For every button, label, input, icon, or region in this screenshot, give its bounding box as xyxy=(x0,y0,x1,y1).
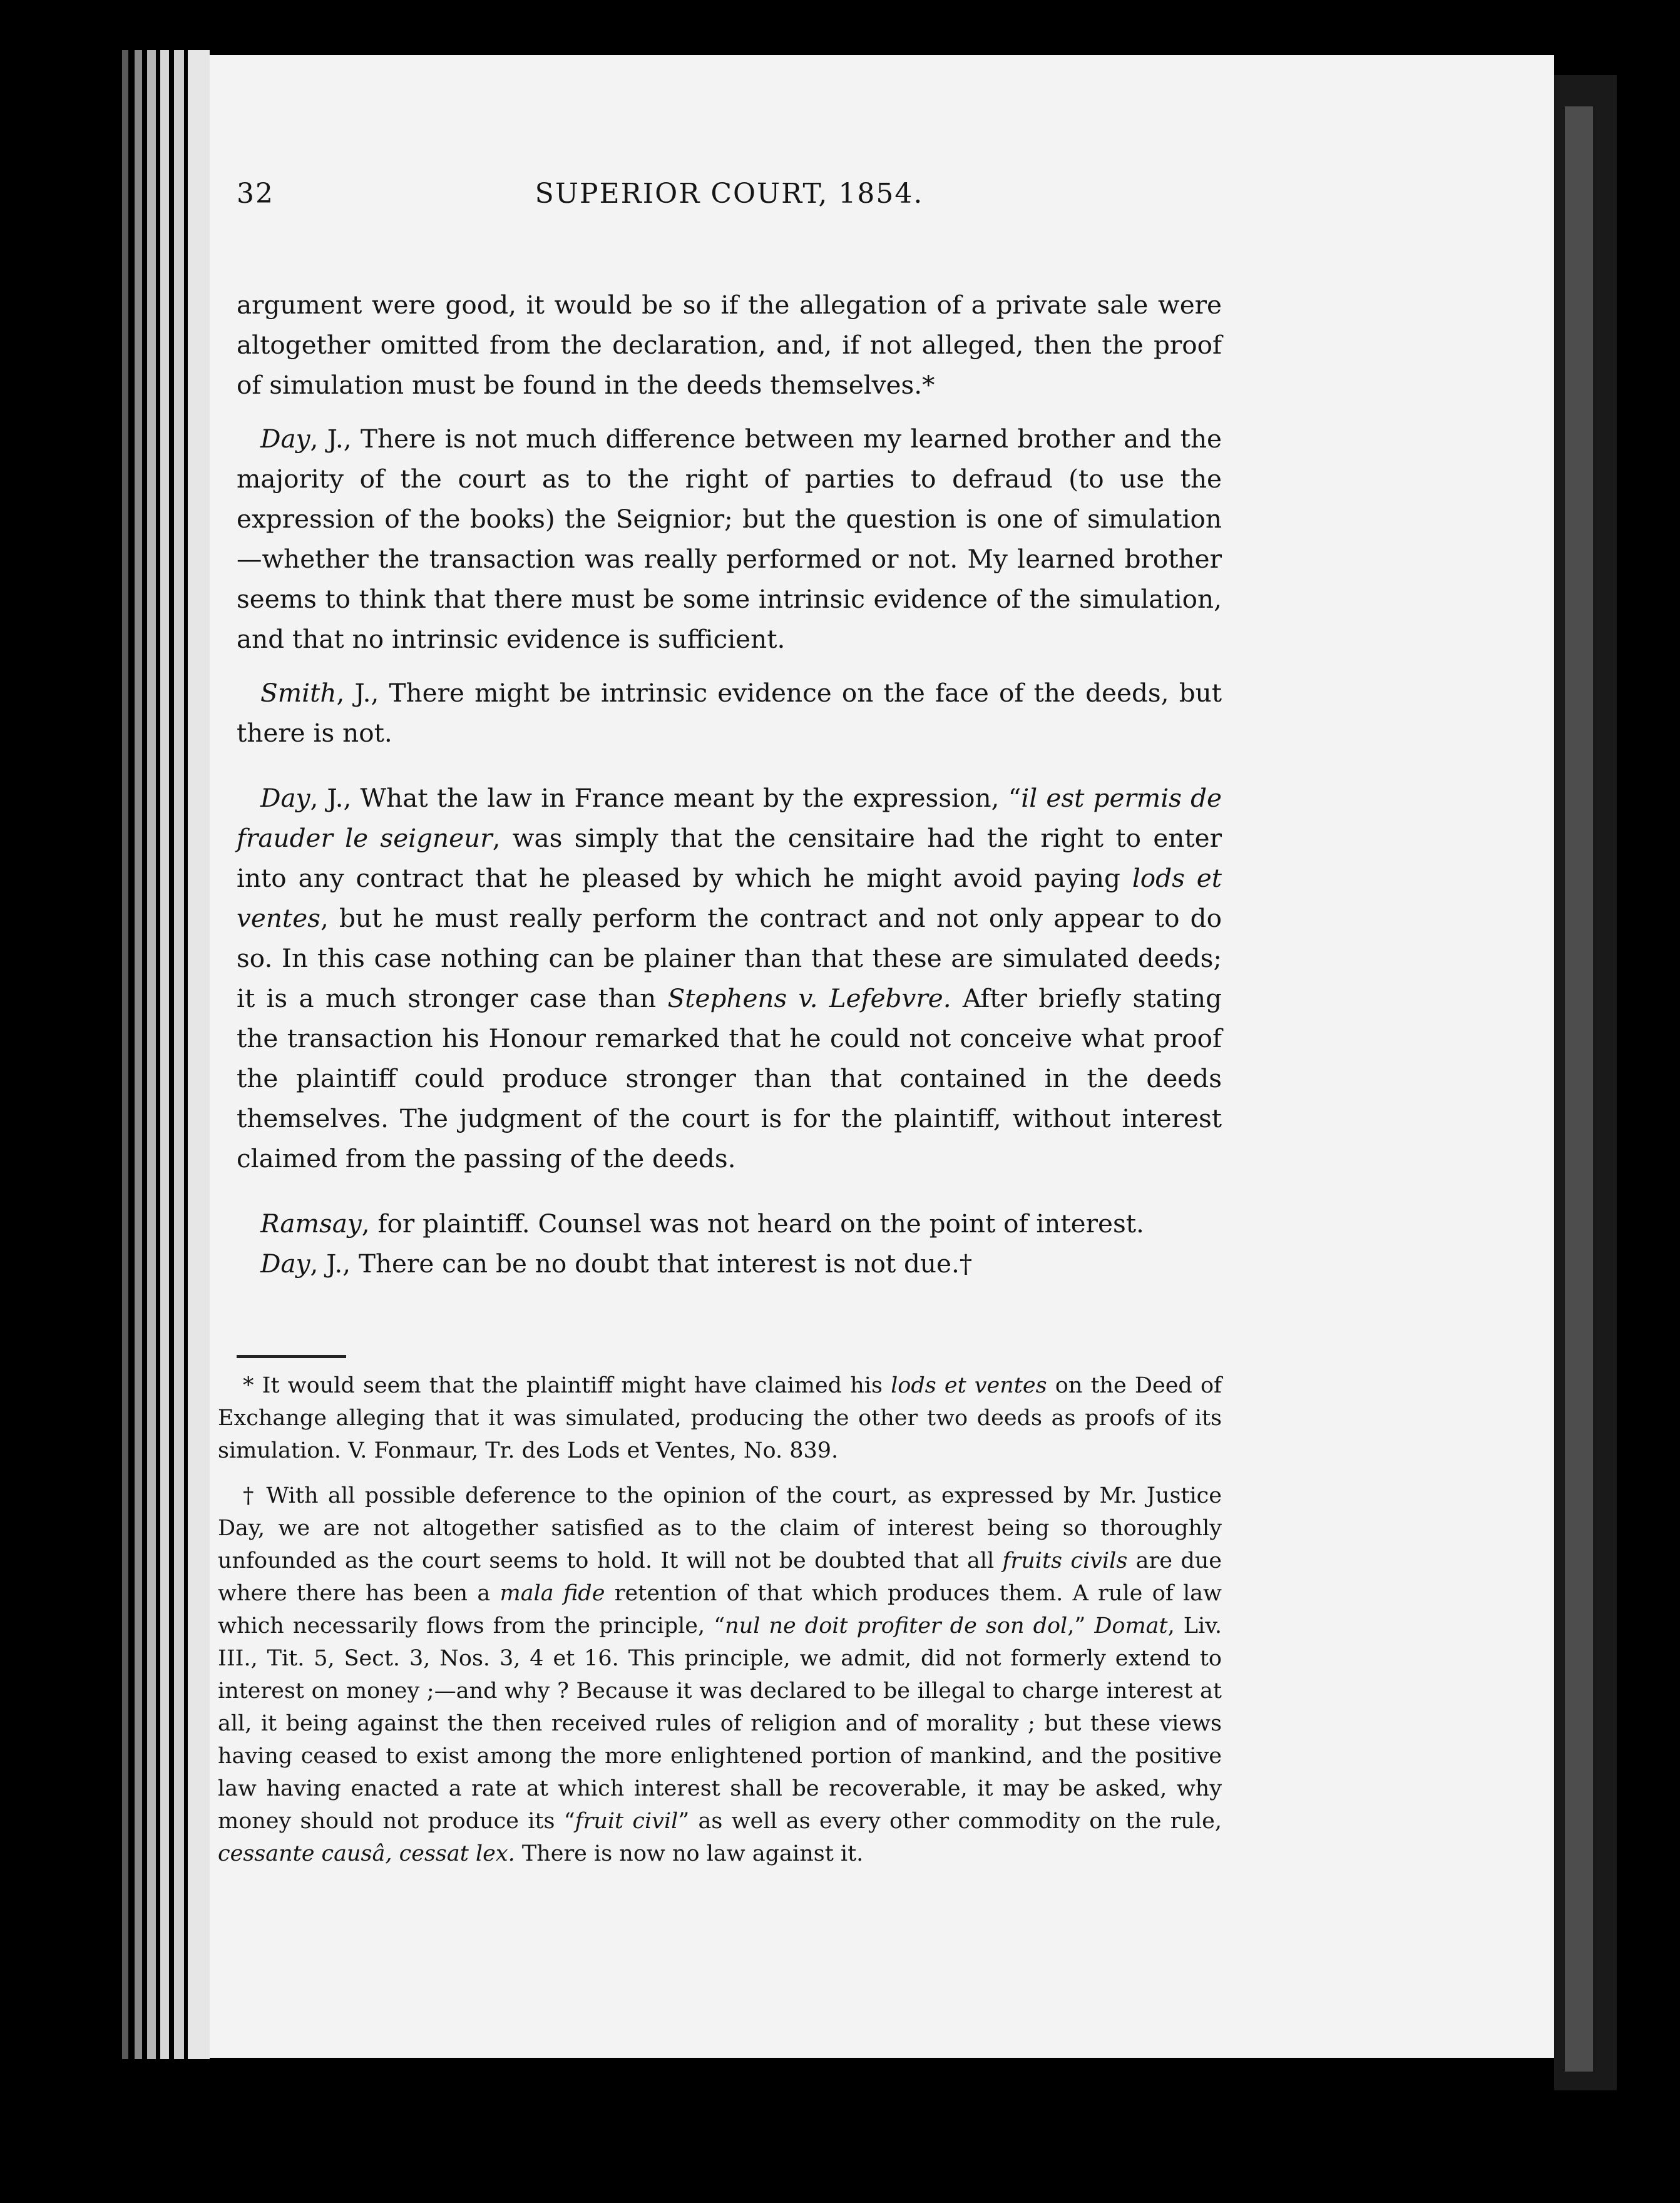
case-name: Stephens v. Lefebvre. xyxy=(667,983,951,1013)
book-edge-strip xyxy=(147,50,156,2059)
paragraph: Day, J., There is not much difference between my learned brother and the majority of the court as to the right of parties to defraud (to use the expression of the books) the Seignior; but the question is one of simulation—whether the transaction was really performed or not. My learned brother seems to think that there must be some intrinsic evidence of the simulation, and that no intrinsic evidence is sufficient. xyxy=(237,424,1222,654)
paragraph: argument were good, it would be so if the allegation of a private sale were altogether omitted from the declaration, and, if not alleged, then the proof of simulation must be found in the deeds themselves.* xyxy=(237,290,1222,400)
book-edge-strip xyxy=(122,50,128,2059)
paragraph: Day, J., What the law in France meant by the expression, “il est permis de frauder le seigneur, was simply that the censitaire had the right to enter into any contract that he pleased by which he might avoid paying lods et ventes, but he must really perform the contract and not only appear to do so. In this case nothing can be plainer than that these are simulated deeds; it is a much stronger case than Stephens v. Lefebvre. After briefly stating the transaction his Honour remarked that he could not conceive what proof the plaintiff could produce stronger than that contained in the deeds themselves. The judgment of the court is for the plaintiff, without interest claimed from the passing of the deeds. xyxy=(237,783,1222,1173)
quoted-maxim: il est permis de frauder le seigneur xyxy=(237,783,1222,853)
right-edge-bar xyxy=(1565,106,1593,2072)
speaker-name: Day xyxy=(260,1249,310,1279)
speaker-name: Day xyxy=(260,424,310,454)
running-header xyxy=(237,169,1222,219)
book-edge-strip xyxy=(188,50,210,2059)
footnotes xyxy=(218,1369,1222,1870)
footnote: † With all possible deference to the opinion of the court, as expressed by Mr. Justice Day, we are not altogether satisfied as to the claim of interest being so thoroughly unfounded as the court seems to hold. It will not be doubted that all fruits civils are due where there has been a mala fide retention of that which produces them. A rule of law which necessarily flows from the principle, “nul ne doit profiter de son dol,” Domat, Liv. III., Tit. 5, Sect. 3, Nos. 3, 4 et 16. This principle, we admit, did not formerly extend to interest on money ;—and why ? Because it was declared to be illegal to charge interest at all, it being against the then received rules of religion and of morality ; but these views having ceased to exist among the more enlightened portion of mankind, and the positive law having enacted a rate at which interest shall be recoverable, it may be asked, why money should not produce its “fruit civil” as well as every other commodity on the rule, cessante causâ, cessat lex. There is now no law against it. xyxy=(218,1483,1222,1866)
main-text xyxy=(237,285,1222,1284)
book-edge-strip xyxy=(174,50,184,2059)
footnote: * It would seem that the plaintiff might have claimed his lods et ventes on the Deed of Exchange alleging that it was simulated, producing the other two deeds as proofs of its simulation. V. Fonmaur, Tr. des Lods et Ventes, No. 839. xyxy=(218,1373,1222,1463)
footnote-rule xyxy=(237,1355,346,1358)
paragraph: Day, J., There can be no doubt that interest is not due.† xyxy=(260,1249,973,1279)
speaker-name: Day xyxy=(260,783,310,813)
page-number: 32 xyxy=(237,178,274,210)
speaker-name: Smith xyxy=(260,678,337,708)
speaker-name: Ramsay xyxy=(260,1209,362,1239)
italic-term: lods et ventes xyxy=(237,863,1222,933)
paragraph: Smith, J., There might be intrinsic evidence on the face of the deeds, but there is not. xyxy=(237,678,1222,748)
book-edge-strip xyxy=(135,50,142,2059)
paragraph: Ramsay, for plaintiff. Counsel was not heard on the point of interest. xyxy=(260,1209,1144,1239)
book-edge-strip xyxy=(160,50,169,2059)
running-title: SUPERIOR COURT, 1854. xyxy=(535,178,924,210)
